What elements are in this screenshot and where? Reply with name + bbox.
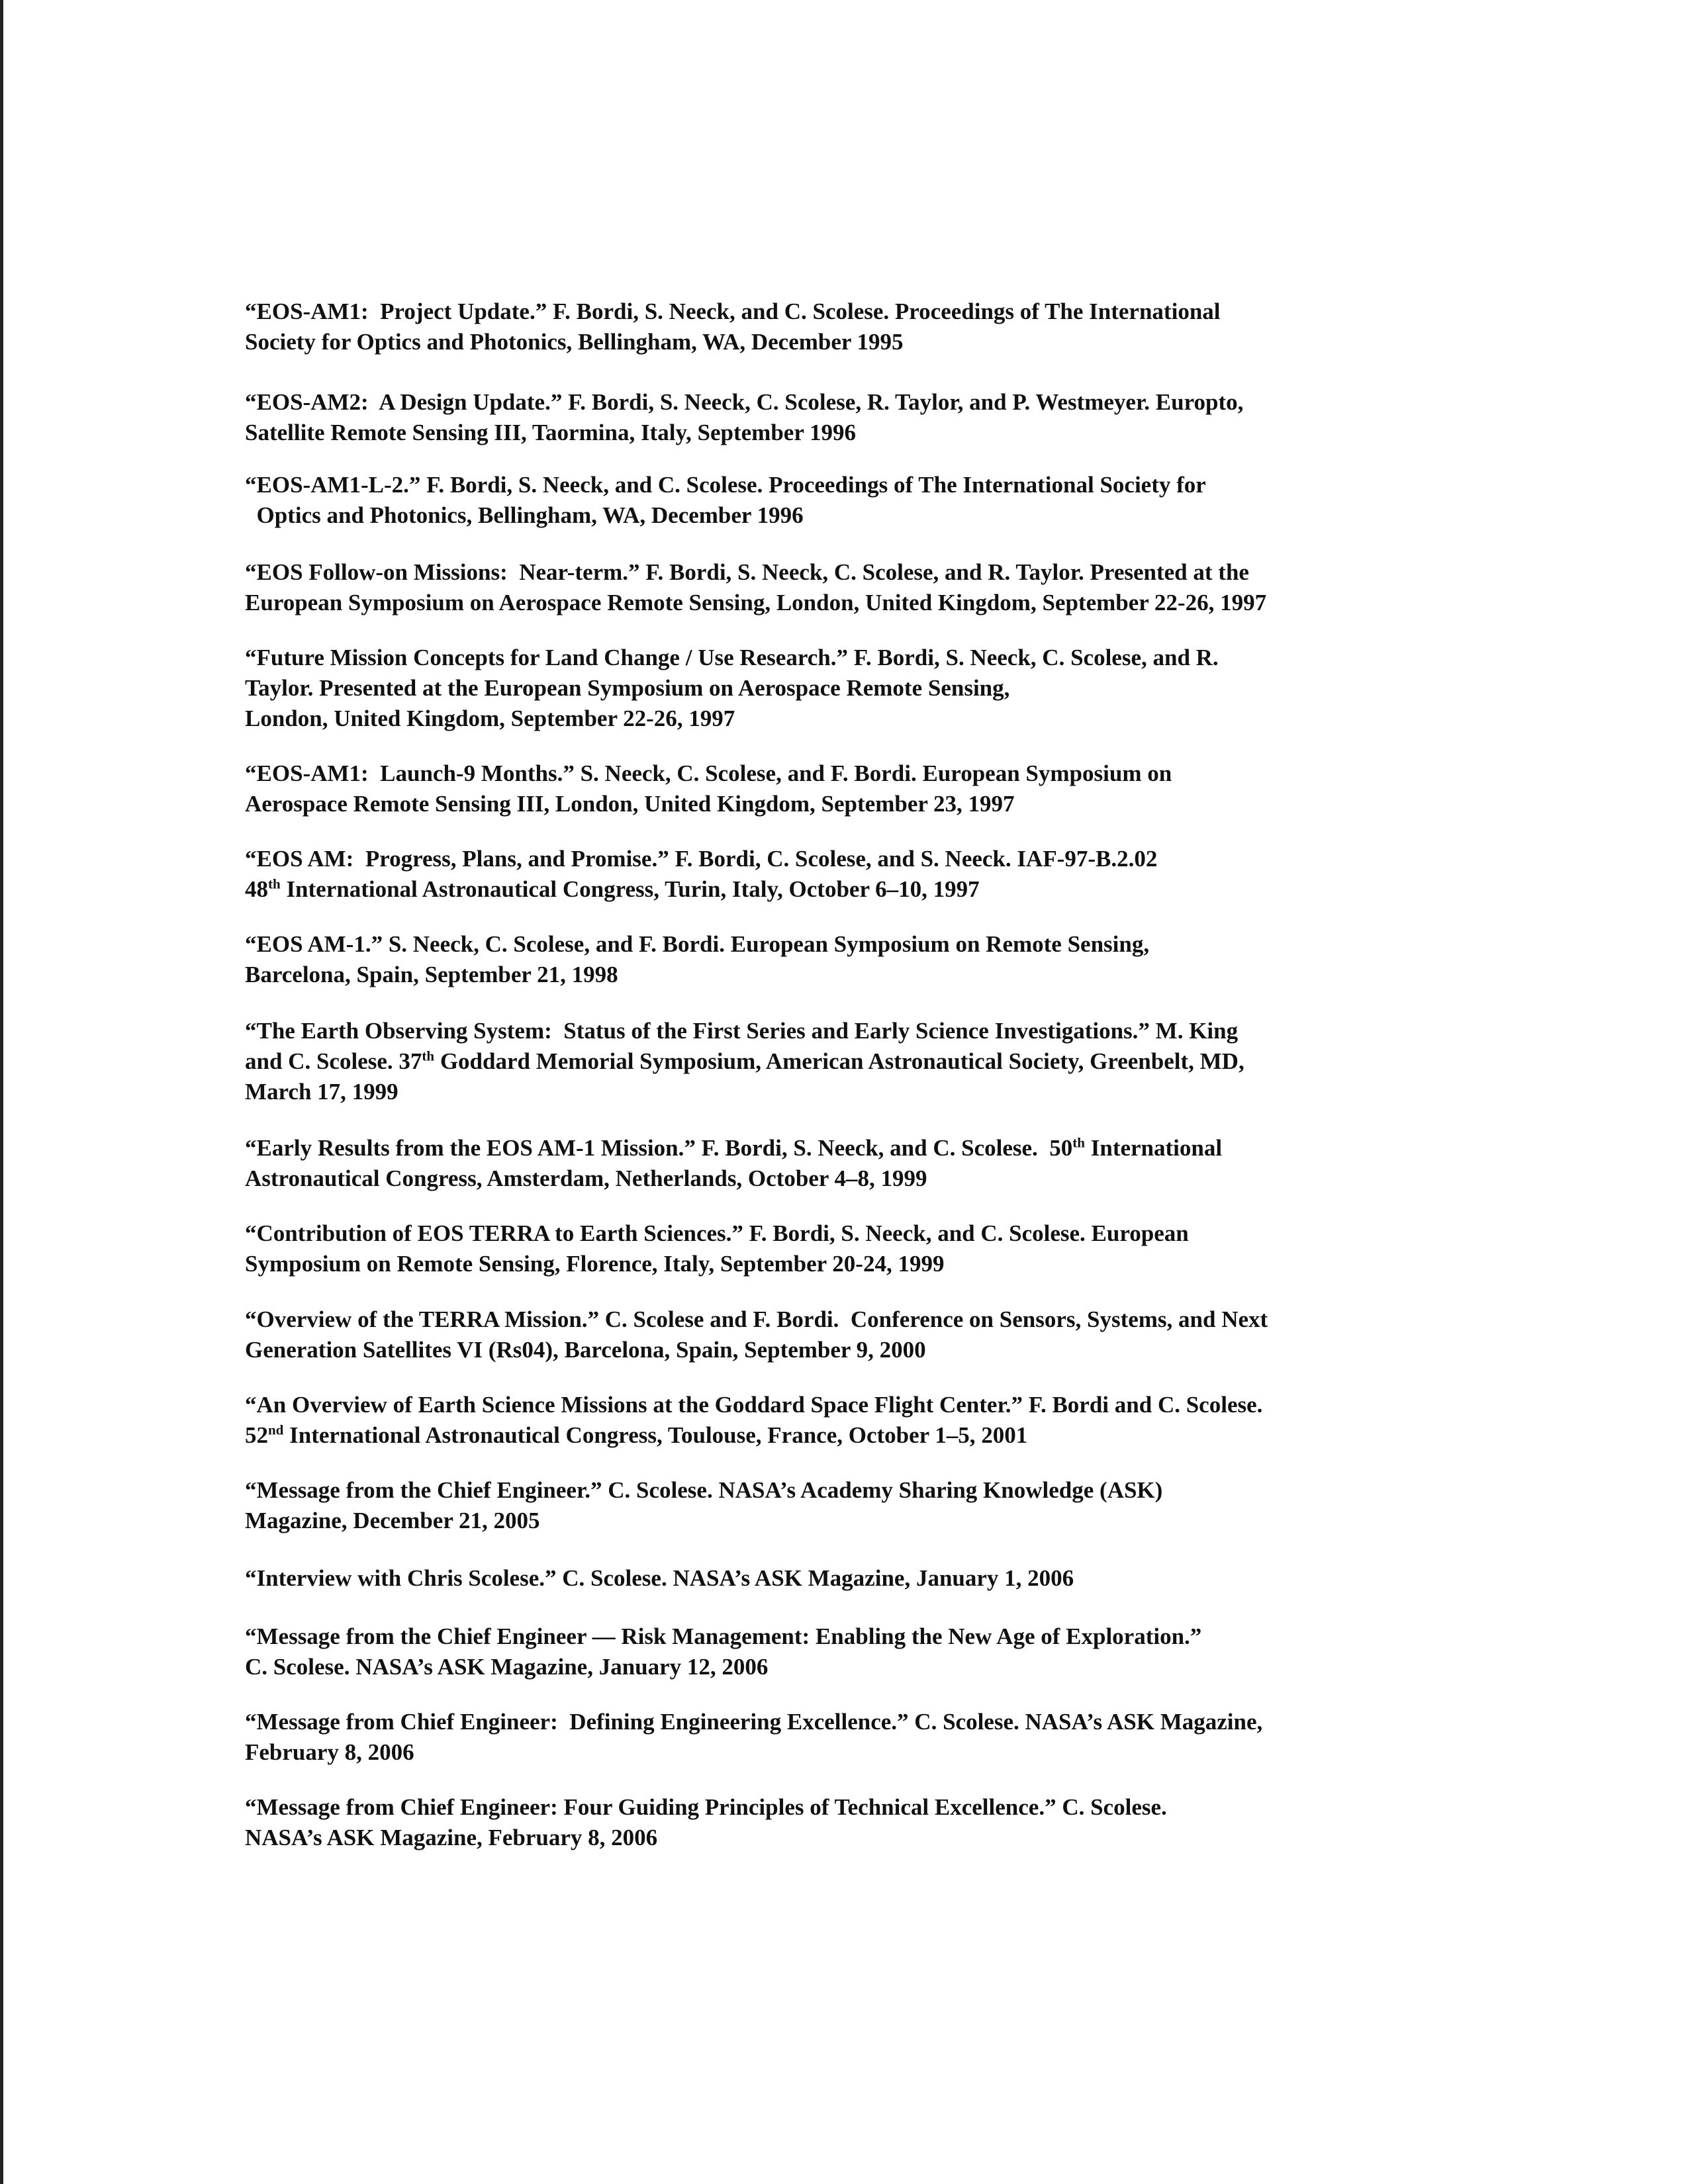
entry-line	[245, 1563, 1436, 1594]
text-segment: “The Earth Observing System: Status of the First Series and Early Science Investigations.” M. King	[245, 1018, 1239, 1044]
text-segment: C. Scolese. NASA’s ASK Magazine, January 12, 2006	[245, 1654, 769, 1680]
entry-line	[245, 1792, 1436, 1823]
page-left-edge	[0, 0, 3, 2184]
entry-line	[245, 470, 1436, 500]
entry-line	[245, 557, 1436, 588]
entry-line	[245, 588, 1436, 618]
text-segment: “Message from Chief Engineer: Four Guiding Principles of Technical Excellence.” C. Scolese.	[245, 1794, 1167, 1820]
text-segment: 52	[245, 1422, 268, 1448]
text-segment: “Message from the Chief Engineer.” C. Scolese. NASA’s Academy Sharing Knowledge (ASK)	[245, 1477, 1163, 1503]
text-segment: “EOS Follow-on Missions: Near-term.” F. Bordi, S. Neeck, C. Scolese, and R. Taylor. Presented at the	[245, 559, 1249, 585]
entry-line	[245, 1077, 1436, 1107]
text-segment: and C. Scolese. 37	[245, 1048, 422, 1074]
superscript: nd	[268, 1422, 284, 1438]
text-segment: “Early Results from the EOS AM-1 Mission.” F. Bordi, S. Neeck, and C. Scolese. 50	[245, 1135, 1073, 1161]
publication-entry	[245, 470, 1436, 531]
text-segment: International	[1084, 1135, 1223, 1161]
text-segment: Taylor. Presented at the European Symposium on Aerospace Remote Sensing,	[245, 675, 1010, 701]
publication-entry	[245, 758, 1436, 819]
text-segment: Goddard Memorial Symposium, American Astronautical Society, Greenbelt, MD,	[434, 1048, 1244, 1074]
entry-line	[245, 387, 1436, 418]
text-segment: “An Overview of Earth Science Missions at the Goddard Space Flight Center.” F. Bordi and C. Scolese.	[245, 1392, 1263, 1418]
text-segment: Society for Optics and Photonics, Bellingham, WA, December 1995	[245, 329, 904, 355]
publication-entry	[245, 1621, 1436, 1682]
text-segment: Generation Satellites VI (Rs04), Barcelona, Spain, September 9, 2000	[245, 1337, 926, 1363]
entry-line	[245, 844, 1436, 874]
entry-line	[245, 418, 1436, 448]
text-segment: International Astronautical Congress, Toulouse, France, October 1–5, 2001	[283, 1422, 1028, 1448]
entry-line	[245, 1016, 1436, 1046]
text-segment: Barcelona, Spain, September 21, 1998	[245, 962, 618, 987]
text-segment: “EOS AM-1.” S. Neeck, C. Scolese, and F. Bordi. European Symposium on Remote Sensing,	[245, 931, 1150, 957]
text-segment: “EOS-AM1-L-2.” F. Bordi, S. Neeck, and C. Scolese. Proceedings of The International Society for	[245, 472, 1206, 498]
text-segment: Optics and Photonics, Bellingham, WA, December 1996	[245, 502, 804, 528]
text-segment: “Message from the Chief Engineer — Risk Management: Enabling the New Age of Exploration.”	[245, 1623, 1202, 1649]
text-segment: “Contribution of EOS TERRA to Earth Sciences.” F. Bordi, S. Neeck, and C. Scolese. European	[245, 1220, 1189, 1246]
superscript: th	[422, 1048, 435, 1064]
superscript: th	[1072, 1134, 1085, 1151]
publication-entry	[245, 643, 1436, 734]
entry-line	[245, 1249, 1436, 1279]
entry-line	[245, 1475, 1436, 1506]
text-segment: Magazine, December 21, 2005	[245, 1508, 540, 1533]
entry-line	[245, 1163, 1436, 1194]
entry-line	[245, 1506, 1436, 1536]
publication-entry	[245, 1792, 1436, 1853]
entry-line	[245, 673, 1436, 704]
text-segment: London, United Kingdom, September 22-26, 1997	[245, 705, 735, 731]
entry-line	[245, 1335, 1436, 1365]
entry-line	[245, 1218, 1436, 1249]
entry-line	[245, 874, 1436, 905]
entry-line	[245, 789, 1436, 819]
publication-entry	[245, 1563, 1436, 1594]
text-segment: European Symposium on Aerospace Remote Sensing, London, United Kingdom, September 22-26, 1997	[245, 590, 1267, 615]
publication-entry	[245, 1218, 1436, 1279]
publication-entry	[245, 387, 1436, 448]
publication-entry	[245, 1475, 1436, 1536]
text-segment: International Astronautical Congress, Turin, Italy, October 6–10, 1997	[280, 876, 980, 902]
text-segment: NASA’s ASK Magazine, February 8, 2006	[245, 1825, 658, 1850]
entry-line	[245, 929, 1436, 960]
entry-line	[245, 758, 1436, 789]
entry-line	[245, 1390, 1436, 1420]
publication-entry	[245, 1304, 1436, 1365]
text-segment: Satellite Remote Sensing III, Taormina, Italy, September 1996	[245, 420, 856, 445]
entry-line	[245, 1621, 1436, 1652]
text-segment: “Future Mission Concepts for Land Change / Use Research.” F. Bordi, S. Neeck, C. Scolese, and R.	[245, 645, 1219, 670]
entry-line	[245, 643, 1436, 673]
entry-line	[245, 500, 1436, 531]
entry-line	[245, 1707, 1436, 1737]
text-segment: “EOS AM: Progress, Plans, and Promise.” F. Bordi, C. Scolese, and S. Neeck. IAF-97-B.2.02	[245, 846, 1158, 872]
entry-line	[245, 1652, 1436, 1682]
text-segment: “EOS-AM1: Launch-9 Months.” S. Neeck, C. Scolese, and F. Bordi. European Symposium on	[245, 760, 1172, 786]
publication-entry	[245, 929, 1436, 990]
entry-line	[245, 296, 1436, 327]
text-segment: “Message from Chief Engineer: Defining Engineering Excellence.” C. Scolese. NASA’s ASK Magazine,	[245, 1709, 1263, 1735]
entry-line	[245, 1823, 1436, 1853]
text-segment: February 8, 2006	[245, 1739, 414, 1765]
entry-line	[245, 1420, 1436, 1451]
publication-entry	[245, 844, 1436, 905]
text-segment: Astronautical Congress, Amsterdam, Netherlands, October 4–8, 1999	[245, 1165, 927, 1191]
entry-line	[245, 1304, 1436, 1335]
entry-line	[245, 1046, 1436, 1077]
text-segment: Symposium on Remote Sensing, Florence, Italy, September 20-24, 1999	[245, 1251, 945, 1277]
text-segment: “Interview with Chris Scolese.” C. Scolese. NASA’s ASK Magazine, January 1, 2006	[245, 1565, 1074, 1591]
superscript: th	[268, 876, 281, 892]
entry-line	[245, 1133, 1436, 1163]
entry-line	[245, 1737, 1436, 1768]
text-segment: “EOS-AM1: Project Update.” F. Bordi, S. Neeck, and C. Scolese. Proceedings of The International	[245, 298, 1221, 324]
publication-entry	[245, 296, 1436, 357]
entry-line	[245, 960, 1436, 990]
publication-entry	[245, 1016, 1436, 1107]
entry-line	[245, 327, 1436, 357]
publication-entry	[245, 557, 1436, 618]
publication-entry	[245, 1390, 1436, 1451]
text-segment: 48	[245, 876, 268, 902]
text-segment: Aerospace Remote Sensing III, London, United Kingdom, September 23, 1997	[245, 791, 1015, 817]
text-segment: “Overview of the TERRA Mission.” C. Scolese and F. Bordi. Conference on Sensors, Systems, and Next	[245, 1306, 1268, 1332]
text-segment: March 17, 1999	[245, 1079, 399, 1105]
publication-entry	[245, 1133, 1436, 1194]
entry-line	[245, 704, 1436, 734]
publication-entry	[245, 1707, 1436, 1768]
text-segment: “EOS-AM2: A Design Update.” F. Bordi, S. Neeck, C. Scolese, R. Taylor, and P. Westmeyer. Europto,	[245, 389, 1244, 415]
